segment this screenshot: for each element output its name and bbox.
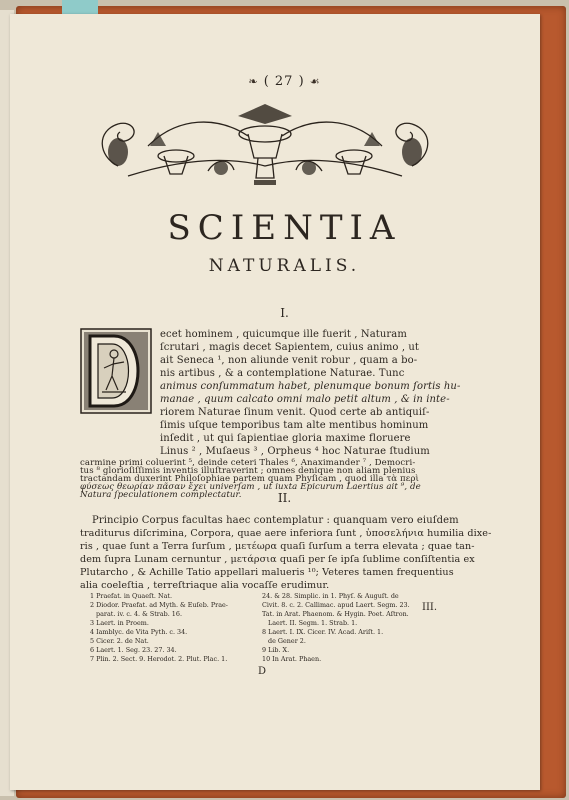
text-line: animus conſummatum habet, plenumque bonum ſortis hu- [160,381,461,392]
text-line: inſedit , ut qui ſapientiae gloria maxime floruere [160,433,411,444]
page-title: SCIENTIA [167,208,402,248]
engraved-headpiece-icon [88,96,442,190]
page-number: ( 27 ) [263,74,305,89]
text-line: Principio Corpus facultas haec contemplatur : quanquam vero eiuſdem [92,515,459,526]
fleuron-right-icon: ☙ [309,75,321,88]
footnote-line: 1 Praefat. in Quaeſt. Nat. [90,592,172,600]
footnote-line: 7 Plin. 2. Sect. 9. Herodot. 2. Plut. Plac. 1. [90,655,228,663]
text-line: ſcrutari , magis decet Sapientem, cuius animo , ut [160,342,420,353]
page-subtitle: NATURALIS. [208,256,361,276]
footnote-line: 6 Laert. 1. Seg. 23. 27. 34. [90,646,177,654]
footnote-line: Tat. in Arat. Phaenom. & Hygin. Poet. Aſtron. [262,610,409,618]
text-line: Natura ſpeculationem complectatur. [80,490,242,500]
signature-mark: D [258,666,267,677]
text-line: tractandam duxerint Philoſophiae partem quam Phyſicam , quod illa τὰ περὶ [80,474,419,484]
text-line: ait Seneca ¹, non aliunde venit robur , quam a bo- [160,355,418,366]
blue-tab-marker [62,0,98,14]
text-line: Plutarcho , & Achille Tatio appellari malueris ¹⁰; Veteres tamen frequentius [80,567,454,578]
text-line: ſimis uſque temporibus tam alte mentibus hominum [160,420,429,431]
text-line: carmine primi coluerint ⁵, deinde ceteri Thales ⁶, Anaximander ⁷ , Democri- [80,458,416,468]
text-line: traditurus diſcrimina, Corpora, quae aere inferiora ſunt , ὑποσελήνια humilia dixe- [80,528,492,539]
footnote-line: 24. & 28. Simplic. in 1. Phyſ. & Auguſt. de [262,592,399,600]
text-line: riorem Naturae ſinum venit. Quod certe ab antiquiſ- [160,407,430,418]
footnote-line: 3 Laert. in Proem. [90,619,149,627]
page-number-line [0,74,569,89]
text-line: φύσεως θεωρίαν πᾶσαν ἔχει univerſam , ut iuxta Epicurum Laertius ait ⁹, de [80,482,421,492]
footnote-line: 2 Diodor. Praefat. ad Myth. & Euſeb. Prae- [90,601,228,609]
text-line: tus ⁸ glorioſiſſimis inventis illuſtraverint ; omnes denique non aliam plenius [80,466,416,476]
footnote-line: 4 Iamblyc. de Vita Pyth. c. 34. [90,628,188,636]
fleuron-left-icon: ❧ [248,75,259,88]
historiated-initial-d-icon [80,328,152,414]
footnote-line: 10 In Arat. Phaen. [262,655,322,663]
text-line: ecet hominem , quicumque ille fuerit , Naturam [160,329,407,340]
footnote-line: Laert. II. Segm. 1. Strab. 1. [268,619,358,627]
text-line: dem ſupra Lunam cernuntur , μετάρσια quaſi per ſe ipſa ſublime conſiſtentia ex [80,554,475,565]
footnote-line: 8 Laert. I. IX. Cicer. IV. Acad. Ariſt. 1. [262,628,384,636]
section-number-2: II. [277,491,292,505]
text-line: ris , quae ſunt a Terra ſurſum , μετέωρα quaſi ſurſum a terra elevata ; quae tan- [80,541,475,552]
footnote-line: de Gener 2. [268,637,306,645]
footnote-line: Civit. 8. c. 2. Callimac. apud Laert. Segm. 23. [262,601,410,609]
text-line: alia coeleſtia , terreſtriaque alia vocaſſe erudimur. [80,580,330,591]
catchword: III. [422,602,438,613]
text-line: manae , quum calcato omni malo petit altum , & in inte- [160,394,450,405]
footnote-line: 9 Lib. X. [262,646,290,654]
text-line: Linus ² , Muſaeus ³ , Orpheus ⁴ hoc Naturae ſtudium [160,446,430,457]
footnote-line: 5 Cicer. 2. de Nat. [90,637,149,645]
text-line: nis artibus , & a contemplatione Naturae. Tunc [160,368,405,379]
footnote-line: parat. iv. c. 4. & Strab. 16. [96,610,182,618]
section-number-1: I. [280,306,289,320]
